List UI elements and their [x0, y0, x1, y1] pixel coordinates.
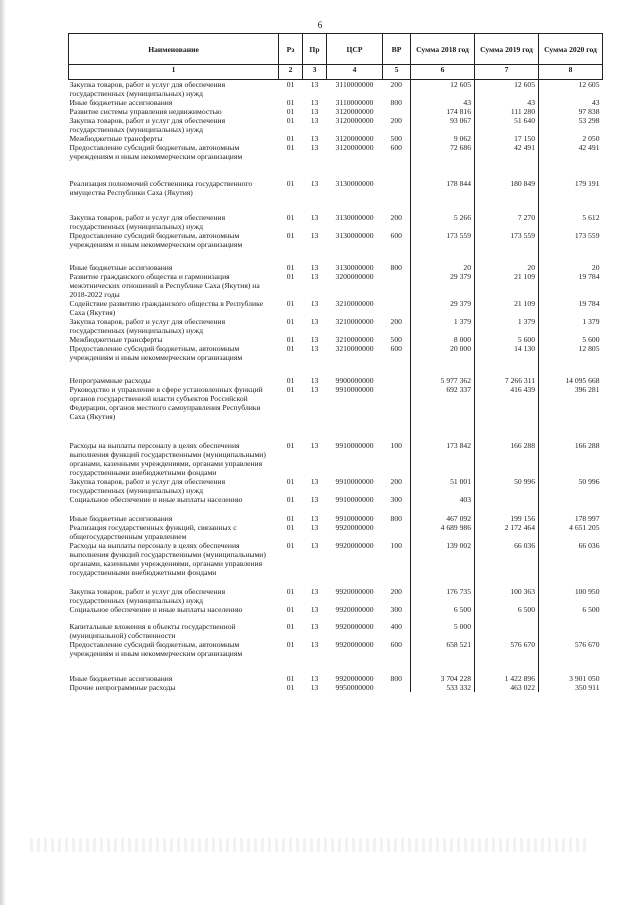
row-sum-2020: 12 805: [539, 344, 603, 376]
row-pr: 13: [310, 80, 319, 89]
row-pr: 13: [310, 477, 319, 486]
row-sum-2020: 43: [539, 98, 603, 107]
row-sum-2018: 692 337: [411, 385, 475, 441]
row-sum-2018: 1 379: [411, 317, 475, 335]
row-vr: 800: [390, 674, 402, 683]
page-number: 6: [317, 20, 323, 30]
row-csr: 3210000000: [335, 317, 374, 326]
row-pr: 13: [310, 640, 319, 649]
row-csr: 3120000000: [335, 134, 374, 143]
row-name: Социальное обеспечение и иные выплаты населению: [69, 605, 243, 614]
column-number: 7: [475, 65, 539, 80]
row-sum-2018: 5 977 362: [411, 376, 475, 385]
row-name: Закупка товаров, работ и услуг для обеспечения государственных (муниципальных) нужд: [69, 116, 226, 134]
row-sum-2019: 21 109: [475, 299, 539, 317]
table-row: [69, 541, 603, 587]
row-rz: 01: [286, 98, 295, 107]
row-csr: 3210000000: [335, 299, 374, 308]
row-name: Предоставление субсидий бюджетным, автономным учреждениям и иным некоммерческим организациям: [69, 640, 243, 658]
row-csr: 9910000000: [335, 477, 374, 486]
row-name: Закупка товаров, работ и услуг для обеспечения государственных (муниципальных) нужд: [69, 317, 226, 335]
row-csr: 9910000000: [335, 495, 374, 504]
row-name: Иные бюджетные ассигнования: [69, 674, 173, 683]
row-sum-2018: 4 689 986: [411, 523, 475, 541]
row-pr: 13: [310, 107, 319, 116]
row-name: Иные бюджетные ассигнования: [69, 98, 173, 107]
row-sum-2020: 4 651 205: [539, 523, 603, 541]
row-sum-2020: 1 379: [539, 317, 603, 335]
row-vr: [383, 299, 411, 317]
row-pr: 13: [310, 541, 319, 550]
row-sum-2019: 20: [475, 263, 539, 272]
row-vr: 600: [390, 231, 402, 240]
table-row: [69, 107, 603, 116]
row-name: Предоставление субсидий бюджетным, автономным учреждениям и иным некоммерческим организациям: [69, 231, 243, 249]
column-number: 5: [383, 65, 411, 80]
row-pr: 13: [310, 263, 319, 272]
row-pr: 13: [310, 213, 319, 222]
row-csr: 9920000000: [335, 674, 374, 683]
row-vr: 200: [390, 116, 402, 125]
table-row: [69, 385, 603, 441]
row-rz: 01: [286, 231, 295, 240]
row-vr: 600: [390, 344, 402, 353]
row-pr: 13: [310, 605, 319, 614]
column-number-row: [69, 65, 603, 80]
row-name: Капитальные вложения в объекты государственной (муниципальной) собственности: [69, 622, 236, 640]
table-row: [69, 605, 603, 622]
row-sum-2018: 176 735: [411, 587, 475, 605]
table-row: [69, 231, 603, 263]
row-pr: 13: [310, 587, 319, 596]
row-sum-2020: 350 911: [539, 683, 603, 692]
row-csr: 9910000000: [335, 385, 374, 394]
row-sum-2020: [539, 622, 603, 640]
row-sum-2018: 72 686: [411, 143, 475, 179]
table-row: [69, 514, 603, 523]
table-row: [69, 477, 603, 495]
row-sum-2018: 533 332: [411, 683, 475, 692]
row-pr: 13: [310, 495, 319, 504]
scan-edge-shadow: [0, 0, 6, 905]
row-rz: 01: [286, 477, 295, 486]
row-sum-2018: 403: [411, 495, 475, 514]
row-vr: 200: [390, 213, 402, 222]
row-name: Закупка товаров, работ и услуг для обеспечения государственных (муниципальных) нужд: [69, 80, 226, 98]
row-vr: [383, 683, 411, 692]
row-csr: 3210000000: [335, 344, 374, 353]
table-row: [69, 622, 603, 640]
row-vr: 300: [390, 605, 402, 614]
row-vr: 200: [390, 587, 402, 596]
row-name: Реализация полномочий собственника государственного имущества Республики Саха (Якутия): [69, 179, 253, 197]
row-pr: 13: [310, 523, 319, 532]
row-csr: 3120000000: [335, 107, 374, 116]
row-name: Непрограммные расходы: [69, 376, 151, 385]
row-csr: 3120000000: [335, 116, 374, 125]
row-name: Закупка товаров, работ и услуг для обеспечения государственных (муниципальных) нужд: [69, 213, 226, 231]
row-sum-2020: 6 500: [539, 605, 603, 622]
row-csr: 3130000000: [335, 231, 374, 240]
row-vr: 800: [390, 98, 402, 107]
row-rz: 01: [286, 514, 295, 523]
row-rz: 01: [286, 587, 295, 596]
row-sum-2019: 50 996: [475, 477, 539, 495]
table-row: [69, 523, 603, 541]
row-sum-2020: 19 784: [539, 299, 603, 317]
row-pr: 13: [310, 344, 319, 353]
row-sum-2018: 6 500: [411, 605, 475, 622]
row-name: Руководство и управление в сфере установленных функций органов государственной власти субъектов Российской Федерации, органов местного самоуправления Республики Саха (Якутия): [69, 385, 263, 421]
row-sum-2018: 93 067: [411, 116, 475, 134]
row-sum-2020: 178 997: [539, 514, 603, 523]
row-rz: 01: [286, 335, 295, 344]
row-sum-2020: 5 600: [539, 335, 603, 344]
row-pr: 13: [310, 98, 319, 107]
row-pr: 13: [310, 231, 319, 240]
row-vr: [383, 385, 411, 441]
column-number: 6: [411, 65, 475, 80]
row-vr: 200: [390, 80, 402, 89]
row-sum-2019: 199 156: [475, 514, 539, 523]
header-name: Наименование: [69, 34, 279, 65]
row-name: Межбюджетные трансферты: [69, 335, 163, 344]
row-rz: 01: [286, 376, 295, 385]
table-row: [69, 98, 603, 107]
row-vr: [383, 376, 411, 385]
row-sum-2018: 5 000: [411, 622, 475, 640]
row-rz: 01: [286, 344, 295, 353]
row-sum-2020: 166 288: [539, 441, 603, 477]
row-rz: 01: [286, 683, 295, 692]
table-row: [69, 441, 603, 477]
row-vr: 600: [390, 640, 402, 649]
row-sum-2019: 463 022: [475, 683, 539, 692]
row-sum-2020: 12 605: [539, 80, 603, 99]
row-sum-2019: 100 363: [475, 587, 539, 605]
row-sum-2020: 2 050: [539, 134, 603, 143]
row-sum-2020: 97 838: [539, 107, 603, 116]
row-vr: 500: [390, 134, 402, 143]
row-sum-2019: 1 379: [475, 317, 539, 335]
row-sum-2020: 100 950: [539, 587, 603, 605]
row-sum-2019: 180 849: [475, 179, 539, 213]
row-sum-2020: 396 281: [539, 385, 603, 441]
row-sum-2018: 43: [411, 98, 475, 107]
row-pr: 13: [310, 335, 319, 344]
row-sum-2019: 66 036: [475, 541, 539, 587]
table-body: [69, 80, 603, 693]
table-row: [69, 299, 603, 317]
row-vr: [383, 523, 411, 541]
row-rz: 01: [286, 605, 295, 614]
row-sum-2019: 17 150: [475, 134, 539, 143]
row-sum-2020: 179 191: [539, 179, 603, 213]
row-name: Закупка товаров, работ и услуг для обеспечения государственных (муниципальных) нужд: [69, 587, 226, 605]
header-sum-2019: Сумма 2019 год: [475, 34, 539, 65]
row-pr: 13: [310, 674, 319, 683]
row-pr: 13: [310, 179, 319, 188]
header-pr: Пр: [303, 34, 327, 65]
row-pr: 13: [310, 622, 319, 631]
row-csr: 3130000000: [335, 179, 374, 188]
table-row: [69, 640, 603, 674]
row-vr: 300: [390, 495, 402, 504]
row-name: Содействие развитию гражданского общества в Республике Саха (Якутия): [69, 299, 263, 317]
row-csr: 3130000000: [335, 213, 374, 222]
row-sum-2018: 5 266: [411, 213, 475, 231]
row-csr: 9900000000: [335, 376, 374, 385]
row-sum-2018: 173 842: [411, 441, 475, 477]
row-sum-2019: 2 172 464: [475, 523, 539, 541]
row-rz: 01: [286, 179, 295, 188]
row-rz: 01: [286, 299, 295, 308]
row-rz: 01: [286, 134, 295, 143]
row-vr: 600: [390, 143, 402, 152]
header-row: [69, 34, 603, 65]
table-row: [69, 674, 603, 683]
table-row: [69, 116, 603, 134]
row-sum-2020: 576 670: [539, 640, 603, 674]
row-rz: 01: [286, 674, 295, 683]
row-sum-2019: 7 266 311: [475, 376, 539, 385]
table-row: [69, 179, 603, 213]
row-sum-2019: 173 559: [475, 231, 539, 263]
row-pr: 13: [310, 683, 319, 692]
header-vr: ВР: [383, 34, 411, 65]
table-row: [69, 495, 603, 514]
scan-noise: [30, 838, 590, 852]
column-number: 8: [539, 65, 603, 80]
row-rz: 01: [286, 263, 295, 272]
table-row: [69, 376, 603, 385]
row-name: Иные бюджетные ассигнования: [69, 263, 173, 272]
row-csr: 9920000000: [335, 622, 374, 631]
row-name: Развитие системы управления недвижимостью: [69, 107, 222, 116]
row-rz: 01: [286, 523, 295, 532]
column-number: 3: [303, 65, 327, 80]
row-vr: 800: [390, 263, 402, 272]
table-row: [69, 80, 603, 99]
row-vr: 200: [390, 477, 402, 486]
row-pr: 13: [310, 134, 319, 143]
row-sum-2018: 12 605: [411, 80, 475, 99]
row-sum-2019: [475, 622, 539, 640]
row-sum-2020: 14 095 668: [539, 376, 603, 385]
row-sum-2019: [475, 495, 539, 514]
row-csr: 3200000000: [335, 272, 374, 281]
row-sum-2018: 173 559: [411, 231, 475, 263]
row-pr: 13: [310, 272, 319, 281]
row-csr: 9920000000: [335, 523, 374, 532]
row-rz: 01: [286, 317, 295, 326]
row-rz: 01: [286, 80, 295, 89]
row-sum-2018: 139 002: [411, 541, 475, 587]
row-csr: 3130000000: [335, 263, 374, 272]
row-sum-2018: 51 001: [411, 477, 475, 495]
row-sum-2019: 5 600: [475, 335, 539, 344]
row-sum-2020: [539, 495, 603, 514]
row-csr: 9920000000: [335, 587, 374, 596]
row-pr: 13: [310, 317, 319, 326]
row-name: Расходы на выплаты персоналу в целях обеспечения выполнения функций государственными (муниципальными) органами, казенными учреждениями, органами управления государственными внебюджетными фондами: [69, 441, 266, 477]
row-csr: 9910000000: [335, 441, 374, 450]
row-sum-2019: 166 288: [475, 441, 539, 477]
row-vr: [383, 179, 411, 213]
row-csr: 3110000000: [335, 98, 374, 107]
row-sum-2019: 42 491: [475, 143, 539, 179]
row-sum-2018: 29 379: [411, 272, 475, 299]
row-vr: 200: [390, 317, 402, 326]
row-vr: 800: [390, 514, 402, 523]
table-row: [69, 134, 603, 143]
row-sum-2019: 111 280: [475, 107, 539, 116]
table-row: [69, 143, 603, 179]
row-sum-2020: 50 996: [539, 477, 603, 495]
row-sum-2019: 1 422 896: [475, 674, 539, 683]
table-row: [69, 213, 603, 231]
row-rz: 01: [286, 272, 295, 281]
row-csr: 3210000000: [335, 335, 374, 344]
row-csr: 9920000000: [335, 541, 374, 550]
row-name: Прочие непрограммные расходы: [69, 683, 176, 692]
header-sum-2020: Сумма 2020 год: [539, 34, 603, 65]
row-name: Реализация государственных функций, связанных с общегосударственным управлением: [69, 523, 237, 541]
row-sum-2018: 20: [411, 263, 475, 272]
column-number: 2: [279, 65, 303, 80]
header-csr: ЦСР: [327, 34, 383, 65]
row-rz: 01: [286, 116, 295, 125]
table-row: [69, 683, 603, 692]
row-sum-2018: 3 704 228: [411, 674, 475, 683]
column-number: 1: [69, 65, 279, 80]
row-rz: 01: [286, 143, 295, 152]
row-vr: 100: [390, 441, 402, 450]
row-name: Предоставление субсидий бюджетным, автономным учреждениям и иным некоммерческим организациям: [69, 344, 243, 362]
row-sum-2018: 29 379: [411, 299, 475, 317]
row-sum-2020: 42 491: [539, 143, 603, 179]
row-sum-2019: 576 670: [475, 640, 539, 674]
row-sum-2020: 20: [539, 263, 603, 272]
row-sum-2018: 178 844: [411, 179, 475, 213]
row-sum-2019: 7 270: [475, 213, 539, 231]
row-vr: 100: [390, 541, 402, 550]
row-rz: 01: [286, 441, 295, 450]
row-sum-2018: 9 062: [411, 134, 475, 143]
row-rz: 01: [286, 495, 295, 504]
table-row: [69, 263, 603, 272]
row-csr: 9920000000: [335, 640, 374, 649]
row-pr: 13: [310, 143, 319, 152]
row-sum-2019: 21 109: [475, 272, 539, 299]
row-sum-2020: 19 784: [539, 272, 603, 299]
row-rz: 01: [286, 213, 295, 222]
row-sum-2018: 174 816: [411, 107, 475, 116]
row-name: Межбюджетные трансферты: [69, 134, 163, 143]
row-rz: 01: [286, 385, 295, 394]
row-sum-2019: 51 640: [475, 116, 539, 134]
row-sum-2019: 416 439: [475, 385, 539, 441]
row-sum-2019: 6 500: [475, 605, 539, 622]
row-sum-2018: 658 521: [411, 640, 475, 674]
row-rz: 01: [286, 541, 295, 550]
row-sum-2020: 53 298: [539, 116, 603, 134]
row-vr: [383, 107, 411, 116]
row-sum-2020: 5 612: [539, 213, 603, 231]
row-name: Предоставление субсидий бюджетным, автономным учреждениям и иным некоммерческим организациям: [69, 143, 243, 161]
row-vr: [383, 272, 411, 299]
budget-table: [68, 33, 603, 692]
row-name: Иные бюджетные ассигнования: [69, 514, 173, 523]
row-sum-2019: 14 130: [475, 344, 539, 376]
row-pr: 13: [310, 376, 319, 385]
header-sum-2018: Сумма 2018 год: [411, 34, 475, 65]
row-sum-2020: 173 559: [539, 231, 603, 263]
row-csr: 3110000000: [335, 80, 374, 89]
table-row: [69, 335, 603, 344]
row-rz: 01: [286, 640, 295, 649]
row-sum-2018: 8 000: [411, 335, 475, 344]
row-rz: 01: [286, 107, 295, 116]
row-sum-2019: 43: [475, 98, 539, 107]
row-pr: 13: [310, 299, 319, 308]
row-vr: 500: [390, 335, 402, 344]
row-sum-2020: 3 901 050: [539, 674, 603, 683]
row-csr: 9920000000: [335, 605, 374, 614]
table-row: [69, 272, 603, 299]
row-csr: 3120000000: [335, 143, 374, 152]
row-rz: 01: [286, 622, 295, 631]
row-name: Расходы на выплаты персоналу в целях обеспечения выполнения функций государственными (муниципальными) органами, казенными учреждениями, органами управления государственными внебюджетными фондами: [69, 541, 266, 577]
row-pr: 13: [310, 514, 319, 523]
row-sum-2018: 20 000: [411, 344, 475, 376]
row-sum-2018: 467 092: [411, 514, 475, 523]
column-number: 4: [327, 65, 383, 80]
row-pr: 13: [310, 441, 319, 450]
row-name: Закупка товаров, работ и услуг для обеспечения государственных (муниципальных) нужд: [69, 477, 226, 495]
row-vr: 400: [390, 622, 402, 631]
row-csr: 9910000000: [335, 514, 374, 523]
table-row: [69, 587, 603, 605]
row-pr: 13: [310, 385, 319, 394]
row-sum-2019: 12 605: [475, 80, 539, 99]
row-pr: 13: [310, 116, 319, 125]
row-sum-2020: 66 036: [539, 541, 603, 587]
table-row: [69, 344, 603, 376]
row-csr: 9950000000: [335, 683, 374, 692]
header-rz: Рз: [279, 34, 303, 65]
row-name: Социальное обеспечение и иные выплаты населению: [69, 495, 243, 504]
row-name: Развитие гражданского общества и гармонизация межэтнических отношений в Республике Саха (Якутия) на 2018-2022 годы: [69, 272, 260, 299]
table-row: [69, 317, 603, 335]
